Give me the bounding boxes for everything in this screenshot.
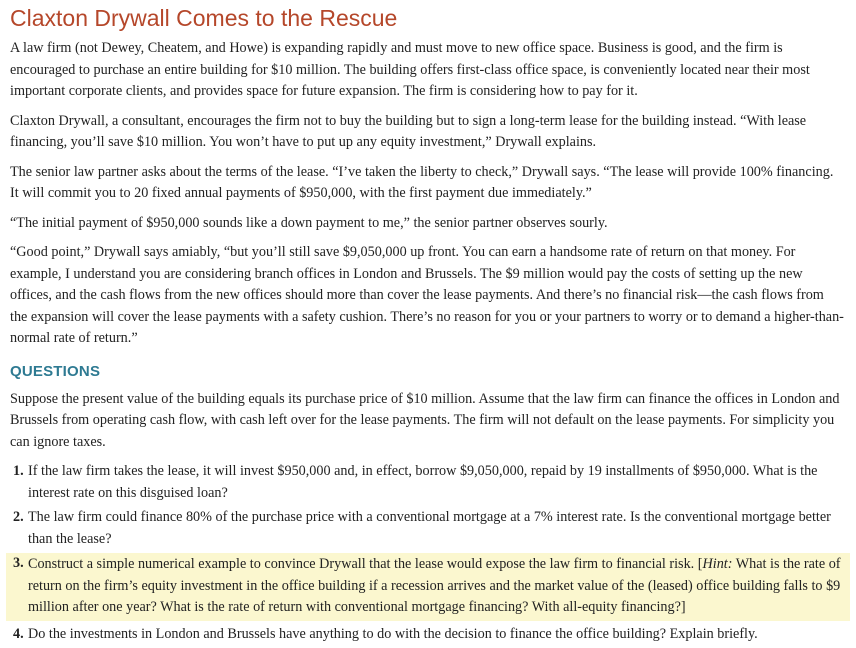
paragraph-5: “Good point,” Drywall says amiably, “but you’ll still save $9,050,000 up front. You can earn a handsome rate of return on that money. For example, I understand you are considering branch offices in London and Brussels. The $9 million would pay the costs of setting up the new offices, and the cash flows from the new offices should more than cover the lease payments. And there’s no financial risk—the cash flows from the expansion will cover the lease payments with a safety cushion. There’s no reason for you or your partners to worry or to demand a higher-than-normal rate of return.” [10,244,844,346]
hint-label: Hint: [702,556,733,572]
question-number: 3. [13,555,24,571]
question-item-3-highlighted [6,553,850,621]
question-number: 2. [13,509,24,525]
paragraph-1: A law firm (not Dewey, Cheatem, and Howe) is expanding rapidly and must move to new office space. Business is good, and the firm is encouraged to purchase an entire building for $10 million. The building offers first-class office space, is conveniently located near their most important corporate clients, and provides space for future expansion. The firm is considering how to pay for it. [10,40,810,99]
question-item-2 [10,507,844,550]
page-title: Claxton Drywall Comes to the Rescue [10,5,398,31]
question-number: 4. [13,625,24,642]
questions-list [10,461,844,645]
paragraph-4: “The initial payment of $950,000 sounds like a down payment to me,” the senior partner observes sourly. [10,214,608,231]
question-text: Construct a simple numerical example to convince Drywall that the lease would expose the law firm to financial risk. [ [28,556,703,572]
question-text-hint: What is the rate of return on the firm’s equity investment in the office building if a recession arrives and the market value of the (leased) office building falls to $9 million after one year? What is the rate of return with conventional mortgage financing? With all-equity financing?] [28,556,841,615]
question-text: The law firm could finance 80% of the purchase price with a conventional mortgage at a 7% interest rate. Is the conventional mortgage better than the lease? [28,509,831,547]
question-item-4 [10,624,844,646]
article-body [10,38,844,648]
question-item-1 [10,461,844,504]
questions-intro: Suppose the present value of the building equals its purchase price of $10 million. Assume that the law firm can finance the offices in London and Brussels from operating cash flow, with cash left over for the lease payments. The firm will not default on the lease payments. For simplicity you can ignore taxes. [10,390,840,450]
question-number: 1. [13,463,24,479]
questions-heading: QUESTIONS [10,362,101,380]
paragraph-2: Claxton Drywall, a consultant, encourages the firm not to buy the building but to sign a long-term lease for the building instead. “With lease financing, you’ll save $10 million. You won’t have to put up any equity investment,” Drywall explains. [10,112,807,150]
question-text: If the law firm takes the lease, it will invest $950,000 and, in effect, borrow $9,050,000, repaid by 19 installments of $950,000. What is the interest rate on this disguised loan? [28,463,818,501]
paragraph-3: The senior law partner asks about the terms of the lease. “I’ve taken the liberty to check,” Drywall says. “The lease will provide 100% financing. It will commit you to 20 fixed annual payments of $950,000, with the first payment due immediately.” [10,163,834,201]
question-text: Do the investments in London and Brussels have anything to do with the decision to finance the office building? Explain briefly. [28,625,758,642]
